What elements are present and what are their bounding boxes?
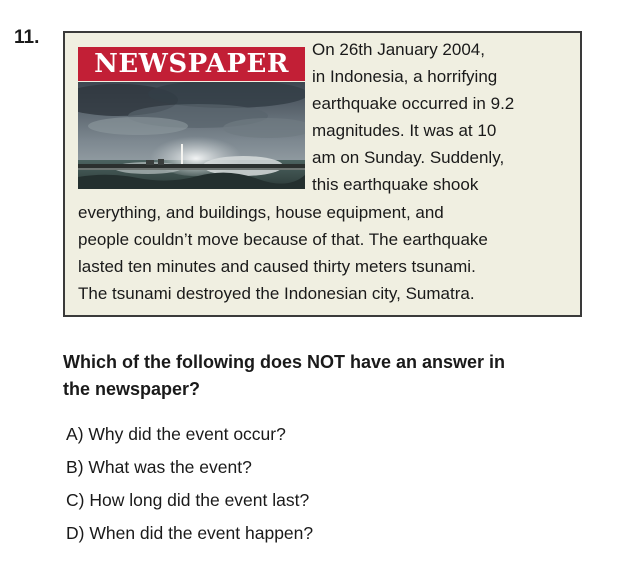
option-letter: B ) xyxy=(66,457,88,477)
option-text: What was the event? xyxy=(88,457,252,477)
option-letter: D ) xyxy=(66,523,89,543)
article-line: magnitudes. It was at 10 xyxy=(312,121,497,140)
answer-options xyxy=(66,422,313,554)
article-line: this earthquake shook xyxy=(312,175,479,194)
question-line: the newspaper? xyxy=(63,379,201,399)
article-line: people couldn’t move because of that. The earthquake xyxy=(78,230,488,249)
article-text-beside-photo xyxy=(312,36,580,198)
option-letter: C ) xyxy=(66,490,89,510)
article-line: lasted ten minutes and caused thirty meters tsunami. xyxy=(78,257,476,276)
article-text-full-width xyxy=(78,199,588,307)
option-d[interactable] xyxy=(66,521,313,554)
article-line: On 26th January 2004, xyxy=(312,40,485,59)
option-text: When did the event happen? xyxy=(89,523,314,543)
article-line: in Indonesia, a horrifying xyxy=(312,67,498,86)
option-b[interactable] xyxy=(66,455,313,488)
article-line: am on Sunday. Suddenly, xyxy=(312,148,505,167)
option-c[interactable] xyxy=(66,488,313,521)
option-a[interactable] xyxy=(66,422,313,455)
newspaper-article xyxy=(63,31,582,317)
newspaper-masthead: NEWSPAPER xyxy=(78,47,305,81)
stormy-sea-photo xyxy=(78,82,305,189)
option-text: Why did the event occur? xyxy=(88,424,286,444)
stormy-sea-waves-photo-icon xyxy=(78,82,305,189)
option-letter: A ) xyxy=(66,424,88,444)
article-line: earthquake occurred in 9.2 xyxy=(312,94,515,113)
question-number: 11. xyxy=(14,27,40,48)
question-line: Which of the following does NOT have an answer in xyxy=(63,352,506,372)
question-prompt xyxy=(63,349,603,403)
option-text: How long did the event last? xyxy=(89,490,310,510)
article-line: everything, and buildings, house equipment, and xyxy=(78,203,444,222)
article-line: The tsunami destroyed the Indonesian city, Sumatra. xyxy=(78,284,475,303)
